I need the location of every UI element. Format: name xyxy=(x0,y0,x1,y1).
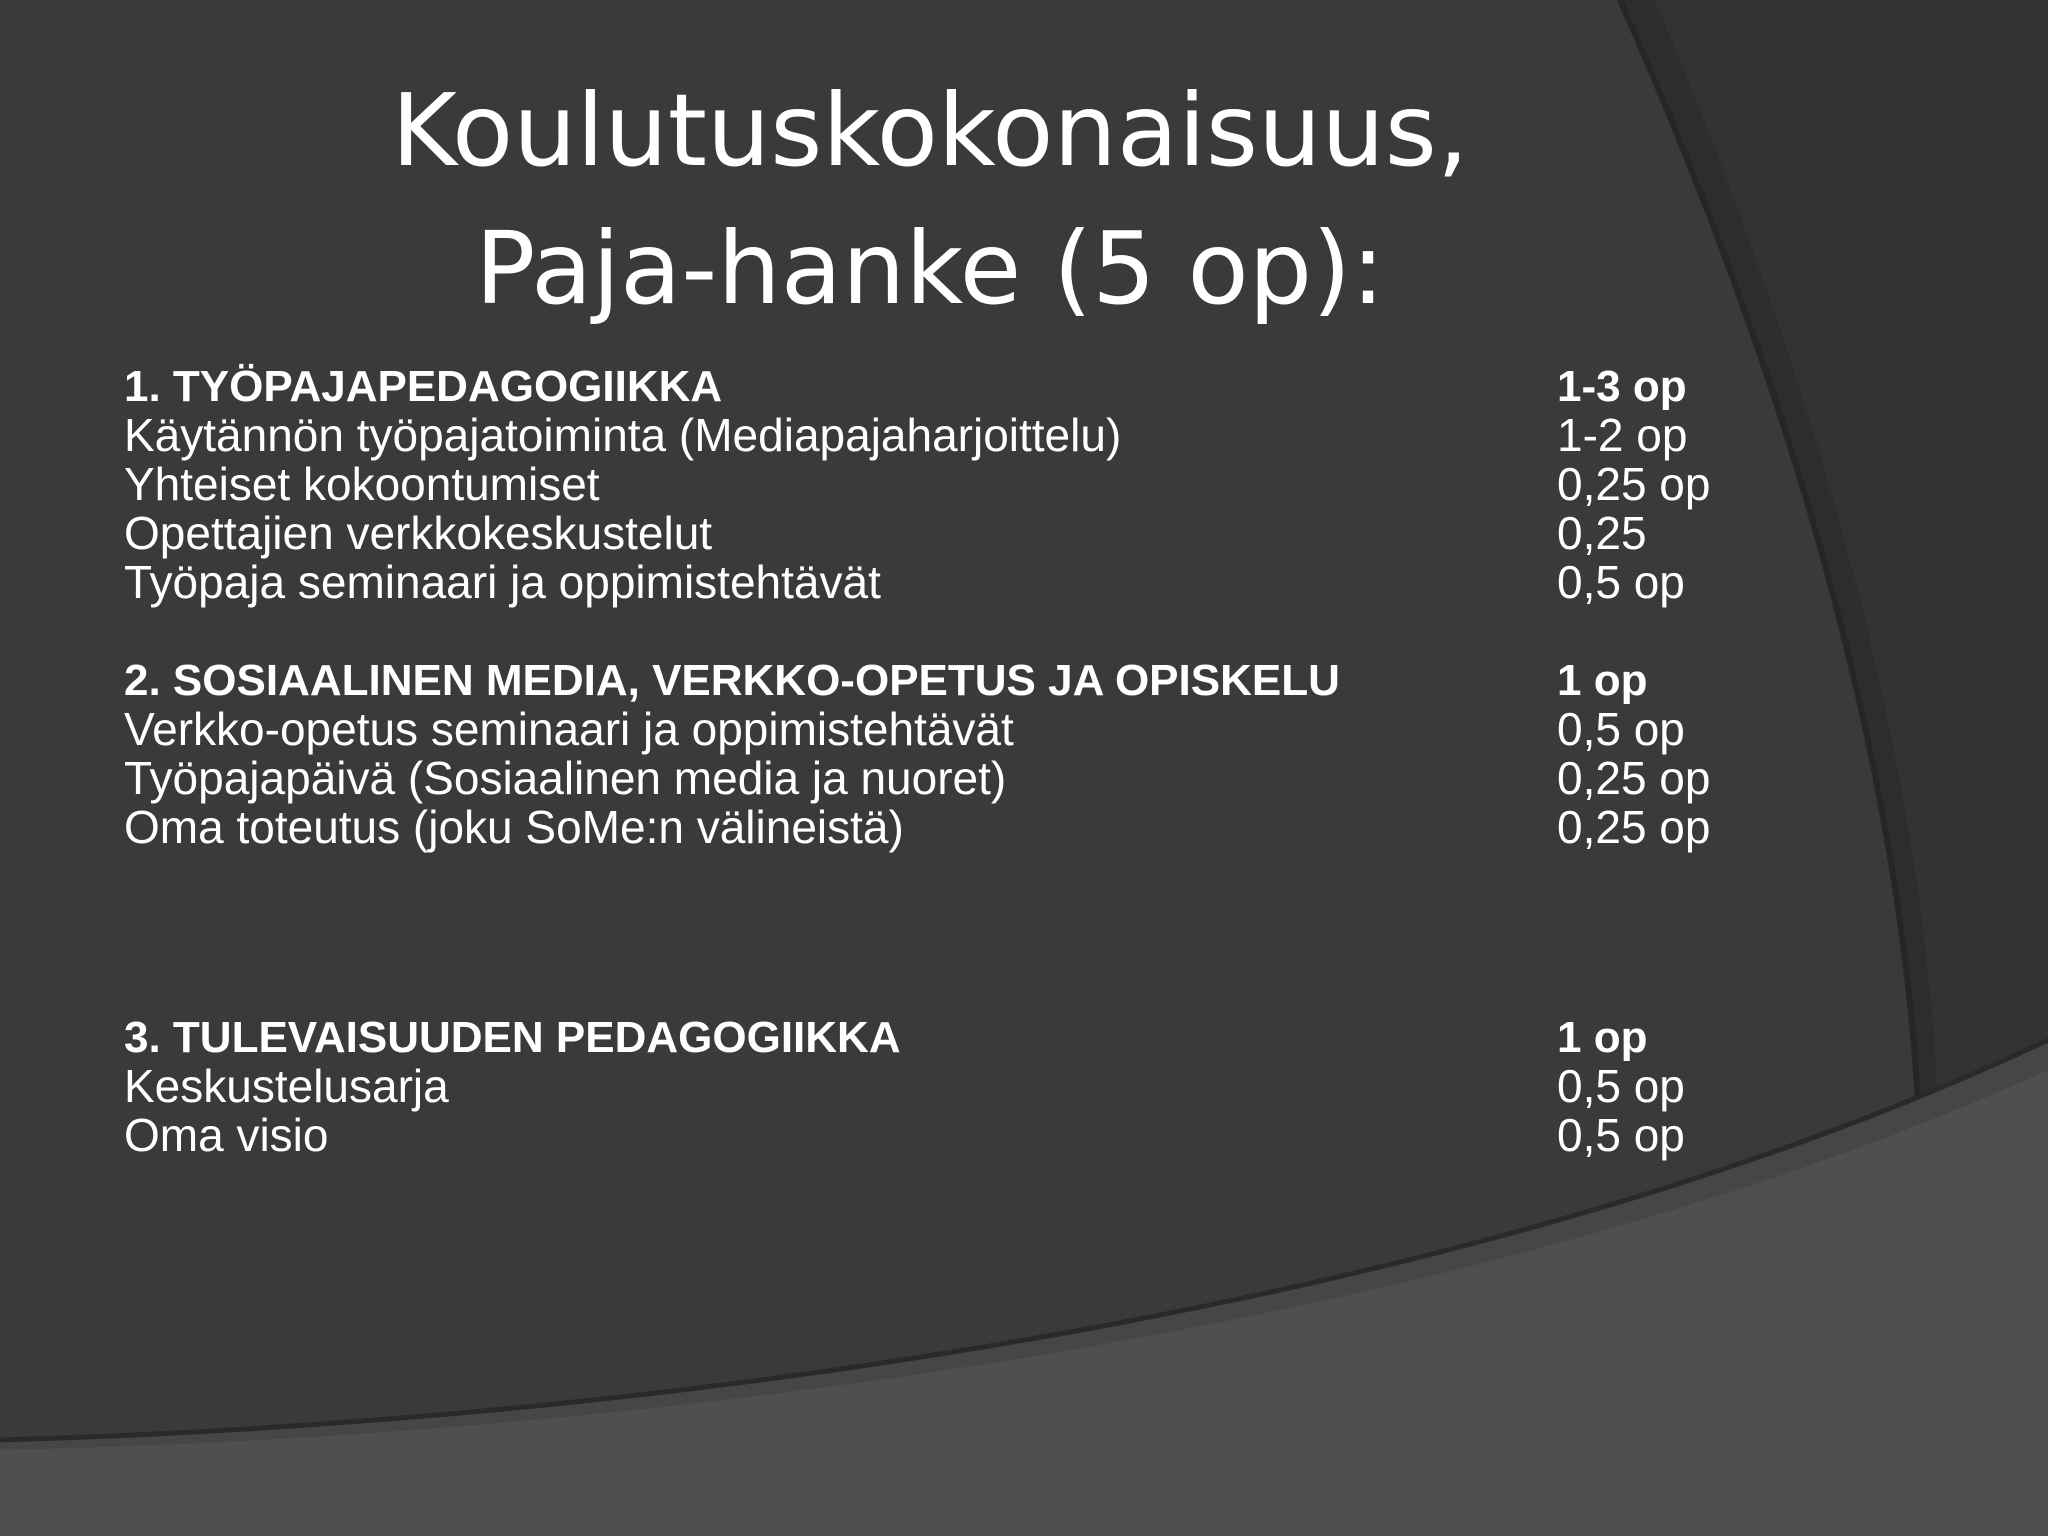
section-heading-credit: 1 op xyxy=(1557,1013,1648,1062)
list-item xyxy=(124,509,1744,558)
item-label: Oma visio xyxy=(124,1109,329,1161)
item-label: Opettajien verkkokeskustelut xyxy=(124,507,713,559)
section-1 xyxy=(124,362,1744,607)
list-item xyxy=(124,558,1744,607)
item-credit: 0,25 op xyxy=(1557,801,1711,853)
list-item xyxy=(124,705,1744,754)
item-label: Käytännön työpajatoiminta (Mediapajaharjoittelu) xyxy=(124,409,1122,461)
item-label: Yhteiset kokoontumiset xyxy=(124,458,600,510)
section-heading-credit: 1 op xyxy=(1557,656,1648,705)
list-item xyxy=(124,1062,1744,1111)
section-heading xyxy=(124,1013,1744,1062)
item-credit: 0,5 op xyxy=(1557,703,1685,755)
title-line-2: Paja-hanke (5 op): xyxy=(475,210,1385,327)
list-item xyxy=(124,754,1744,803)
item-credit: 0,5 op xyxy=(1557,556,1685,608)
section-heading-label: 1. TYÖPAJAPEDAGOGIIKKA xyxy=(124,362,723,411)
section-heading xyxy=(124,362,1744,411)
section-spacer xyxy=(124,607,1744,656)
item-label: Verkko-opetus seminaari ja oppimistehtävät xyxy=(124,703,1014,755)
item-credit: 0,25 xyxy=(1557,507,1647,559)
section-spacer xyxy=(124,852,1744,1013)
item-credit: 0,5 op xyxy=(1557,1109,1685,1161)
item-credit: 0,25 op xyxy=(1557,458,1711,510)
item-credit: 1-2 op xyxy=(1557,409,1688,461)
item-credit: 0,5 op xyxy=(1557,1060,1685,1112)
list-item xyxy=(124,460,1744,509)
section-2 xyxy=(124,656,1744,852)
item-label: Työpajapäivä (Sosiaalinen media ja nuoret) xyxy=(124,752,1007,804)
title-line-1: Koulutuskokonaisuus, xyxy=(391,72,1469,189)
section-heading xyxy=(124,656,1744,705)
list-item xyxy=(124,411,1744,460)
item-label: Oma toteutus (joku SoMe:n välineistä) xyxy=(124,801,904,853)
section-heading-label: 3. TULEVAISUUDEN PEDAGOGIIKKA xyxy=(124,1013,901,1062)
list-item xyxy=(124,1111,1744,1160)
item-label: Keskustelusarja xyxy=(124,1060,449,1112)
list-item xyxy=(124,803,1744,852)
slide-title xyxy=(0,62,1860,338)
section-heading-label: 2. SOSIAALINEN MEDIA, VERKKO-OPETUS JA OPISKELU xyxy=(124,656,1340,705)
course-list xyxy=(124,362,1744,1160)
item-credit: 0,25 op xyxy=(1557,752,1711,804)
section-heading-credit: 1-3 op xyxy=(1557,362,1687,411)
item-label: Työpaja seminaari ja oppimistehtävät xyxy=(124,556,881,608)
section-3 xyxy=(124,1013,1744,1160)
